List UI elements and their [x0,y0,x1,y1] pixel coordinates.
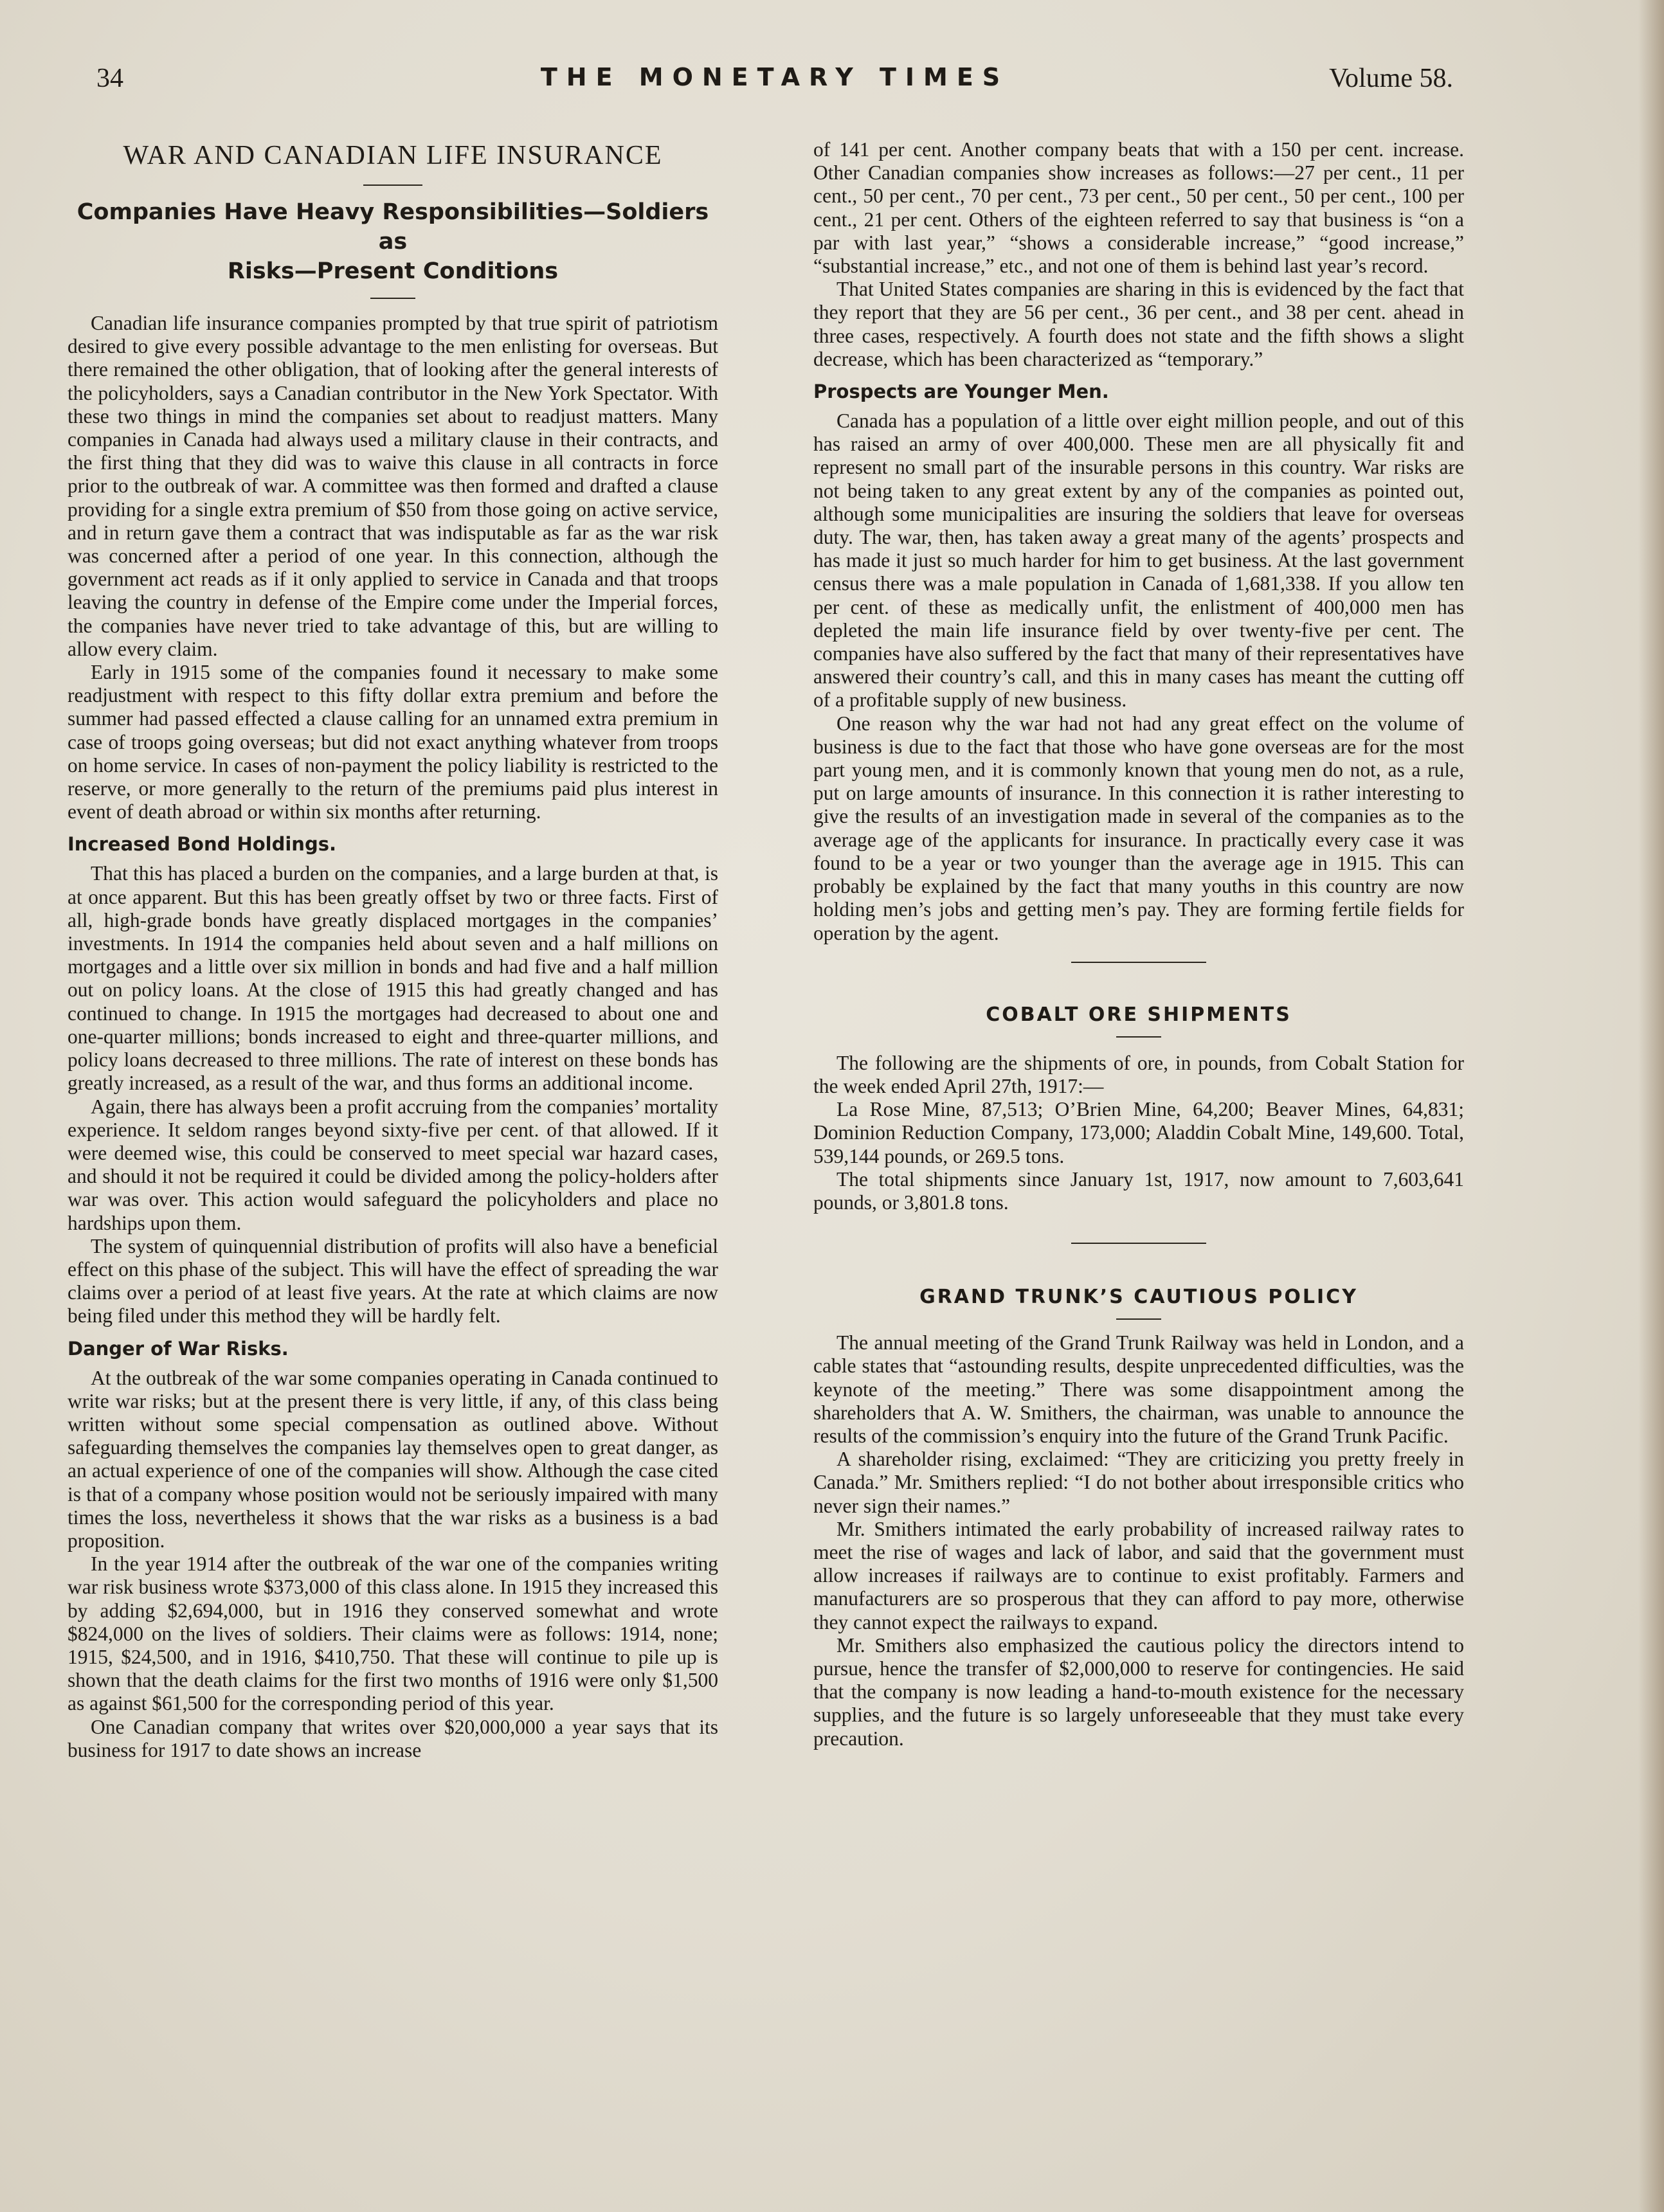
subtitle-line-2: Risks—Present Conditions [227,258,559,284]
paragraph: That United States companies are sharing in this is evidenced by the fact that they report that they are 56 per cent., 36 per cent., and 38 per cent. ahead in three cases, respectively. A fourth does not state and the fifth shows a slight decrease, which has been characterized as “temporary.” [813,278,1464,370]
page-number: 34 [96,64,123,93]
paragraph: A shareholder rising, exclaimed: “They are criticizing you pretty freely in Canada.” Mr. Smithers replied: “I do not bother about irresponsible critics who never sign their names.” [813,1448,1464,1517]
paragraph: The annual meeting of the Grand Trunk Railway was held in London, and a cable states that “astounding results, despite unprecedented difficulties, was the keynote of the meeting.” There was some disappointment among the shareholders that A. W. Smithers, the chairman, was unable to announce the results of the commission’s enquiry into the future of the Grand Trunk Pacific. [813,1331,1464,1447]
subtitle-rule [370,298,415,299]
paragraph: Again, there has always been a profit accruing from the companies’ mortality experience. It seldom ranges beyond sixty-five per cent. of that allowed. If it were deemed wise, this could be conserved to meet special war hazard cases, and should it not be required it could be divided among the policy-holders after war was over. This action would safeguard the policyholders and place no hardships upon them. [68,1095,718,1234]
title-rule [1116,1036,1161,1038]
paragraph: One Canadian company that writes over $20,000,000 a year says that its business for 1917 to date shows an increase [68,1715,718,1761]
article-subtitle [68,197,718,286]
paragraph: Canada has a population of a little over eight million people, and out of this has raised an army of over 400,000. These men are all physically fit and represent no small part of the insurable persons in this country. War risks are not being taken to any great extent by any of the companies as pointed out, although some municipalities are insuring the soldiers that leave for overseas duty. The war, then, has taken away a great many of the agents’ prospects and has made it just so much harder for him to get business. At the last government census there was a male population in Canada of 1,681,338. If you allow ten per cent. of these as medically unfit, the enlistment of 400,000 men has depleted the main life insurance field by over twenty-five per cent. The companies have also suffered by the fact that many of their representatives have answered their country’s call, and this in many cases has meant the cutting off of a profitable supply of new business. [813,409,1464,712]
paragraph: Mr. Smithers intimated the early probability of increased railway rates to meet the rise of wages and lack of labor, and said that the government must allow increases if railways are to continue to exist profitably. Farmers and manufacturers are so prosperous that they can afford to pay more, otherwise they cannot expect the railways to expand. [813,1517,1464,1633]
paragraph: At the outbreak of the war some companies operating in Canada continued to write war risks; but at the present there is very little, if any, of this class being written without some special compensation as outlined above. Without safeguarding themselves the companies lay themselves open to great danger, as an actual experience of one of the companies will show. Although the case cited is that of a company whose position would not be seriously impaired with many times the loss, nevertheless it shows that the war risks as a business is a bad proposition. [68,1366,718,1552]
paragraph: The total shipments since January 1st, 1917, now amount to 7,603,641 pounds, or 3,801.8 tons. [813,1167,1464,1214]
page-header [96,63,1453,102]
section-heading-bond-holdings: Increased Bond Holdings. [68,833,336,856]
masthead: THE MONETARY TIMES [540,63,1009,91]
paragraph: The system of quinquennial distribution of profits will also have a beneficial effect on this phase of the subject. This will have the effect of spreading the war claims over a period of at least five years. At the rate at which claims are now being filed under this method they will be hardly felt. [68,1234,718,1327]
section-heading-war-risks: Danger of War Risks. [68,1337,289,1360]
paragraph: Canadian life insurance companies prompted by that true spirit of patriotism desired to give every possible advantage to the men enlisting for overseas. But there remained the other obligation, that of looking after the general interests of the policyholders, says a Canadian contributor in the New York Spectator. With these two things in mind the companies set about to readjust matters. Many companies in Canada had always used a military clause in their contracts, and the first thing that they did was to waive this clause in all contracts in force prior to the outbreak of war. A committee was then formed and drafted a clause providing for a single extra premium of $50 from those going on active service, and in return gave them a contract that was indisputable as far as the war risk was concerned after a period of one year. In this connection, although the government act reads as if it only applied to service in Canada and that troops leaving the country in defense of the Empire come under the Imperial forces, the companies have never tried to take advantage of this, but are willing to allow every claim. [68,312,718,660]
article-title-war-insurance: WAR AND CANADIAN LIFE INSURANCE [123,141,663,170]
title-rule [1116,1318,1161,1320]
right-column [813,138,1464,1750]
subtitle-line-1: Companies Have Heavy Responsibilities—Soldiers as [77,199,709,255]
paragraph: One reason why the war had not had any great effect on the volume of business is due to the fact that those who have gone overseas are for the most part young men, and it is commonly known that young men do not, as a rule, put on large amounts of insurance. In this connection it is rather interesting to give the results of an investigation made in several of the companies as to the average age of the applicants for insurance. In practically every case it was found to be a year or two younger than the average age in 1915. This can probably be explained by the fact that many youths in this country are now holding men’s jobs and getting men’s pay. They are forming fertile fields for operation by the agent. [813,712,1464,944]
page-edge-shadow [1638,0,1664,2212]
article-divider [1071,1243,1206,1244]
title-rule [363,184,422,186]
paragraph: That this has placed a burden on the companies, and a large burden at that, is at once apparent. But this has been greatly offset by two or three facts. First of all, high-grade bonds have greatly displaced mortgages in the companies’ investments. In 1914 the companies held about seven and a half millions on mortgages and a little over six million in bonds and had five and a half million out on policy loans. At the close of 1915 this had greatly changed and has continued to change. In 1915 the mortgages had decreased to about one and one-quarter millions; bonds increased to eight and three-quarter millions, and policy loans decreased to three millions. The rate of interest on these bonds has greatly increased, as a result of the war, and thus forms an additional income. [68,862,718,1095]
article-title-grand-trunk: GRAND TRUNK’S CAUTIOUS POLICY [919,1286,1358,1309]
paragraph: La Rose Mine, 87,513; O’Brien Mine, 64,200; Beaver Mines, 64,831; Dominion Reduction Company, 173,000; Aladdin Cobalt Mine, 149,600. Total, 539,144 pounds, or 269.5 tons. [813,1098,1464,1167]
article-title-cobalt: COBALT ORE SHIPMENTS [986,1003,1292,1026]
paragraph: The following are the shipments of ore, in pounds, from Cobalt Station for the week ended April 27th, 1917:— [813,1051,1464,1097]
left-column [68,138,718,1762]
paragraph: Mr. Smithers also emphasized the cautious policy the directors intend to pursue, hence the transfer of $2,000,000 to reserve for contingencies. He said that the company is now leading a hand-to-mouth existence for the necessary supplies, and the future is so largely unforeseeable that they must take every precaution. [813,1633,1464,1750]
article-divider [1071,962,1206,963]
volume-label: Volume 58. [1329,64,1453,93]
paragraph: Early in 1915 some of the companies found it necessary to make some readjustment with respect to this fifty dollar extra premium and before the summer had passed effected a clause calling for an unnamed extra premium in case of troops going overseas; but did not exact anything whatever from troops on home service. In cases of non-payment the policy liability is restricted to the reserve, or more generally to the return of the premiums paid plus interest in event of death abroad or within six months after returning. [68,661,718,823]
paragraph-continued: of 141 per cent. Another company beats that with a 150 per cent. increase. Other Canadian companies show increases as follows:—27 per cent., 11 per cent., 50 per cent., 70 per cent., 73 per cent., 50 per cent., 50 per cent., 100 per cent., 21 per cent. Others of the eighteen referred to say that business is “on a par with last year,” “shows a considerable increase,” “good increase,” “substantial increase,” etc., and not one of them is behind last year’s record. [813,138,1464,278]
paragraph: In the year 1914 after the outbreak of the war one of the companies writing war risk business wrote $373,000 of this class alone. In 1915 they increased this by adding $2,694,000, but in 1916 they conserved somewhat and wrote $824,000 on the lives of soldiers. Their claims were as follows: 1914, none; 1915, $24,500, and in 1916, $410,750. That these will continue to pile up is shown that the death claims for the first two months of 1916 were only $1,500 as against $61,500 for the corresponding period of this year. [68,1552,718,1715]
section-heading-younger-men: Prospects are Younger Men. [813,381,1109,403]
